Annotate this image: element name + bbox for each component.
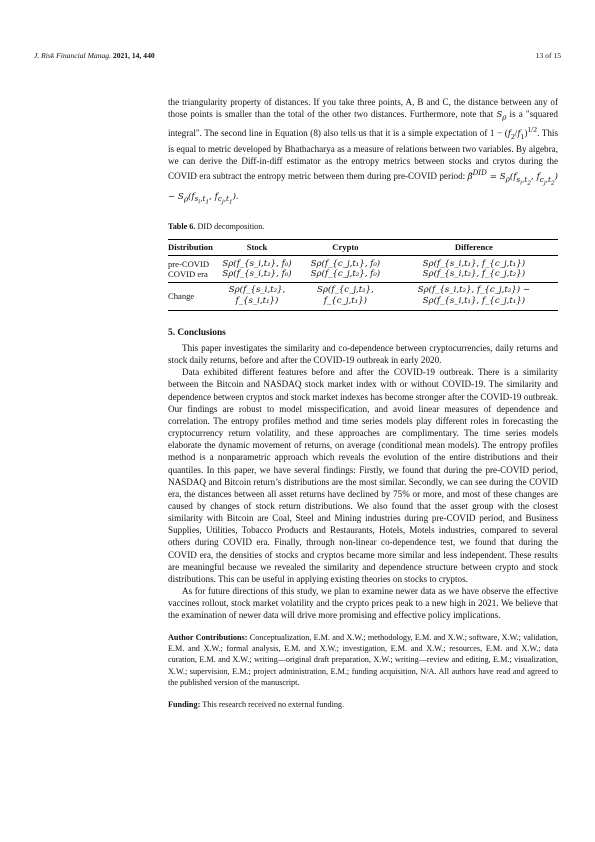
table-cell: Sρ(f_{c_j,t₁}, f₀) (310, 258, 381, 269)
running-header (34, 51, 561, 63)
table-label: Table 6. (168, 221, 196, 231)
body-paragraph: This paper investigates the similarity and co-dependence between cryptocurrencies, daily returns and stock daily returns, before and after the COVID-19 outbreak in early 2020. (168, 342, 558, 366)
table-cell: Sρ(f_{c_j,t₂}, f_{c_j,t₁}) (301, 283, 390, 311)
table-cell: Sρ(f_{c_j,t₂}, f₀) (310, 269, 381, 280)
column-header: Difference (390, 239, 558, 255)
journal-citation (34, 51, 155, 60)
journal-name: J. Risk Financial Manag. (34, 51, 111, 60)
table-cell: Sρ(f_{s_i,t₂}, f_{c_j,t₂}) − Sρ(f_{s_i,t₁}, f_{c_j,t₁}) (390, 283, 558, 311)
author-contributions (168, 632, 558, 689)
page-number: 13 of 15 (535, 51, 561, 60)
funding-text: This research received no external funding. (202, 699, 345, 709)
column-header: Distribution (168, 239, 213, 255)
table-row (168, 283, 558, 311)
table-cell: Sρ(f_{s_i,t₂}, f_{s_i,t₁}) (213, 283, 301, 311)
author-contributions-text: Conceptualization, E.M. and X.W.; methodology, E.M. and X.W.; software, X.W.; validation, E.M. and X.W.; formal analysis, E.M. and X.W.; investigation, E.M. and X.W.; resources, E.M. and X.W.; data curation, E.M. and X.W.; writing—original draft preparation, X.W.; writing—review and editing, E.M.; visualization, X.W.; supervision, E.M.; project administration, E.M.; funding acquisition, N/A. All authors have read and agreed to the published version of the manuscript. (168, 632, 558, 688)
citation: 2021, 14, 440 (112, 51, 155, 60)
table-cell: Sρ(f_{s_i,t₂}, f₀) (222, 269, 292, 280)
section-heading: 5. Conclusions (168, 327, 226, 338)
table-header-row (168, 239, 558, 255)
table-row (168, 269, 558, 282)
column-header: Stock (213, 239, 301, 255)
page-body (168, 96, 558, 710)
intro-paragraph-text: the triangularity property of distances. If you take three points, A, B and C, the distance between any of those points is smaller than the total of the other two distances. Furthermore, note that $S_\rho$ is a "squared integral". The second line in Equation (8) also tells us that it is a simple expectation of $1 - (f_2/f_1)^{1/2}$. This is equal to metric developed by Bhathacharya as a measure of relations between two variables. By algebra, we can derive the Diff-in-diff estimator as the entropy metrics between stocks and crytos during the COVID era subtract the entropy metric between them during pre-COVID period: β̂$^{DID}$ = $S_\rho(f_{s_i,t_2}$, $f_{c_j,t_2}) - S_\rho(f_{s_i,t_1}$, $f_{c_j,t_1}$). (168, 97, 559, 206)
row-label: Change (168, 283, 213, 311)
body-paragraph: As for future directions of this study, we plan to examine newer data as we have observe the effective vaccines rollout, stock market volatility and the crypto prices peak to a new high in 2021. We believe that the examination of newer data will drive more promising and effective policy implications. (168, 586, 558, 621)
funding-statement (168, 699, 558, 710)
did-table (168, 239, 558, 311)
table-caption (168, 221, 558, 232)
row-label: pre-COVID (168, 258, 210, 269)
row-label: COVID era (168, 269, 208, 280)
body-paragraph: Data exhibited different features before and after the COVID-19 outbreak. There is a similarity between the Bitcoin and NASDAQ stock market index with or without COVID-19. The similarity and dependence between cryptos and stock market indexes has become stronger after the COVID-19 outbreak. Our findings are robust to model misspecification, and avoid linear measures of dependence and correlation. The entropy profiles method and time series models play different roles in forecasting the cryptocurrency return volatility, and these approaches are complimentary. The time series models elaborate the dynamic movement of returns, on average (conditional mean models). The entropy profiles method is a nonparametric approach which reveals the evolution of the entire distributions and their quantiles. In this paper, we have several findings: Firstly, we found that during the pre-COVID period, NASDAQ and Bitcoin return’s distributions are the most similar. Secondly, we can see during the COVID era, the distances between all asset returns have declined by 75% or more, and most of these changes are caused by changes of stock return distributions. We also found that the asset group with the closest similarity with Bitcoin are Coal, Steel and Mining industries during pre-COVID period, and Business Supplies, Utilities, Tobacco Products and Restaurants, Hotels, Motels industries, compared to several others during COVID era. Finally, through non-linear co-dependence test, we found that during the COVID era, the densities of stocks and cryptos became more similar and less independent. These results are meaningful because we revealed the similarity and dependence structure between crypto and stock distributions. This can be useful in applying existing theories on stocks to cryptos. (168, 367, 558, 584)
table-cell: Sρ(f_{s_i,t₁}, f₀) (222, 258, 292, 269)
table-cell: Sρ(f_{s_i,t₂}, f_{c_j,t₂}) (422, 269, 526, 280)
table-cell: Sρ(f_{s_i,t₁}, f_{c_j,t₁}) (422, 258, 526, 269)
funding-label: Funding: (168, 699, 201, 709)
author-contributions-label: Author Contributions: (168, 632, 248, 642)
intro-paragraph (168, 96, 558, 209)
column-header: Crypto (301, 239, 390, 255)
table-row (168, 255, 558, 269)
table-caption-text: DID decomposition. (197, 221, 265, 231)
